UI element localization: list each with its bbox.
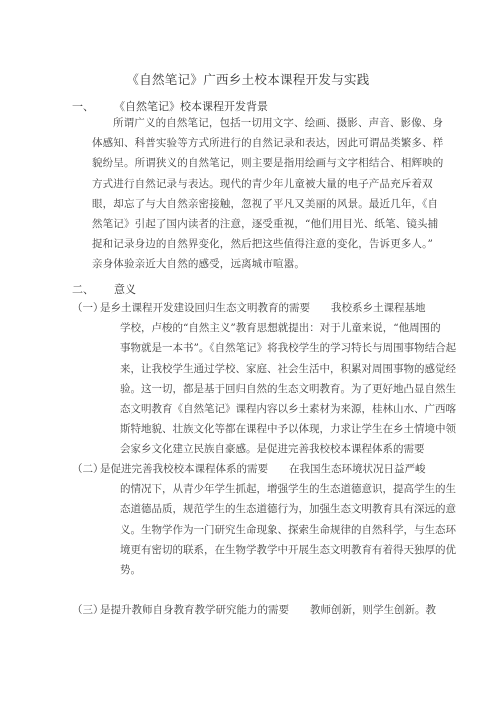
- section-number: 一、: [72, 100, 94, 113]
- paragraph-line: 貌纷呈。所谓狭义的自然笔记，则主要是指用绘画与文字相结合、相辉映的: [92, 157, 444, 170]
- item-line: 来，让我校学生通过学校、家庭、社会生活中，积累对周围事物的感觉经: [120, 362, 456, 375]
- section-heading-text: 意义: [114, 283, 136, 296]
- item-marker: （二）: [72, 463, 104, 475]
- item-line: 境更有密切的联系，在生物学教学中开展生态文明教育有着得天独厚的优: [120, 543, 456, 556]
- paragraph-line: 然笔记》引起了国内读者的注意，逐受重视，“他们用目光、纸笔、镜头捕: [92, 218, 439, 231]
- item-line: 态文明教育《自然笔记》课程内容以乡土素材为来源，桂林山水、广西喀: [120, 403, 456, 416]
- item-line: 态道德品质，规范学生的生态道德行为，加强生态文明教育具有深远的意: [120, 503, 456, 516]
- item-line: 验。这一切，都是基于回归自然的生态文明教育。为了更好地凸显自然生: [120, 382, 456, 395]
- item-first-line: 是提升教师自身教育教学研究能力的需要 教师创新，则学生创新。教: [100, 604, 436, 616]
- meaning-item-3: [72, 600, 436, 624]
- section-heading-2: [72, 281, 136, 297]
- item-line: 势。: [120, 564, 141, 577]
- paragraph-line: 方式进行自然记录与表达。现代的青少年儿童被大量的电子产品充斥着双: [92, 177, 433, 190]
- item-marker: （三）: [72, 604, 104, 616]
- item-first-line: 是促进完善我校校本课程体系的需要 在我国生态环境状况日益严峻: [100, 463, 426, 475]
- item-line: 会家乡文化建立民族自豪感。是促进完善我校校本课程体系的需要: [120, 443, 425, 456]
- paragraph-line: 所谓广义的自然笔记，包括一切用文字、绘画、摄影、声音、影像、身: [113, 117, 444, 129]
- section-1-paragraph: [92, 113, 444, 275]
- paragraph-line: 捉和记录身边的自然界变化，然后把这些值得注意的变化，告诉更多人。”: [92, 238, 434, 251]
- document-title: 《自然笔记》广西乡土校本课程开发与实践: [126, 72, 370, 87]
- section-heading-1: [72, 98, 268, 114]
- item-line: 义。生物学作为一门研究生命现象、探索生命规律的自然科学，与生态环: [120, 523, 456, 536]
- item-line: 的情况下，从青少年学生抓起，增强学生的生态道德意识，提高学生的生: [120, 483, 456, 496]
- paragraph-line: 眼，却忘了与大自然亲密接触，忽视了平凡又美丽的风景。最近几年，《自: [92, 197, 439, 210]
- item-marker: （一）: [72, 302, 104, 314]
- meaning-item-2: [72, 459, 456, 589]
- item-line: 斯特地貌、壮族文化等都在课程中予以体现，力求让学生在乡土情境中领: [120, 423, 456, 436]
- paragraph-line: 亲身体验亲近大自然的感受，远离城市喧嚣。: [92, 258, 305, 271]
- meaning-item-1: [72, 298, 457, 468]
- item-first-line: 是乡土课程开发建设回归生态文明教育的需要 我校系乡土课程基地: [100, 302, 426, 314]
- section-number: 二、: [72, 283, 94, 296]
- section-heading-text: 《自然笔记》校本课程开发背景: [114, 100, 268, 113]
- item-line: 事物就是一本书”。《自然笔记》将我校学生的学习特长与周围事物结合起: [120, 342, 457, 355]
- paragraph-line: 体感知、科普实验等方式所进行的自然记录和表达，因此可谓品类繁多、样: [92, 137, 444, 150]
- item-line: 学校，卢梭的“自然主义”教育思想就提出：对于儿童来说，“他周围的: [120, 322, 441, 335]
